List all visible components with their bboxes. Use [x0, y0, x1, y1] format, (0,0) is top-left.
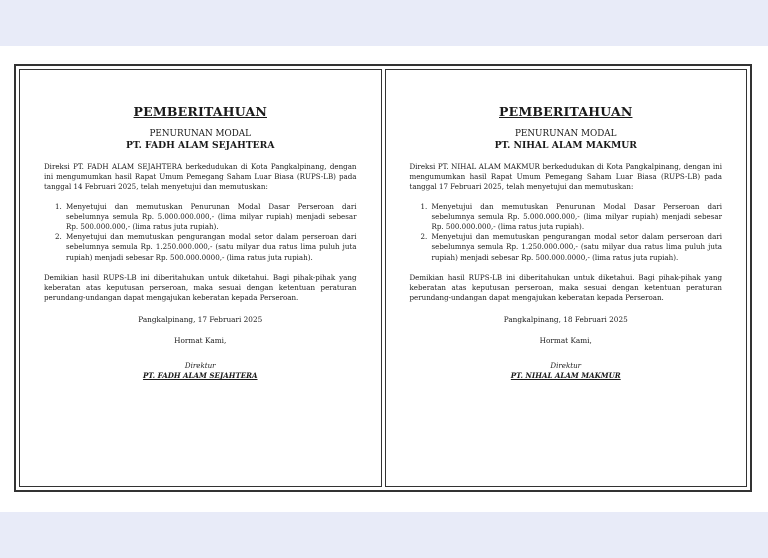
notice-subtitle: PENURUNAN MODAL: [149, 129, 251, 139]
decision-item: 1. Menyetujui dan memutuskan Penurunan Modal Dasar Perseroan dari sebelumnya semula Rp. 5.000.000.000,- (lima milyar rupiah) menjadi sebesar Rp. 500.000.000,- (lima ratus juta rupiah).: [430, 202, 723, 233]
notice-heading: PEMBERITAHUAN: [133, 104, 267, 119]
place-date: Pangkalpinang, 17 Februari 2025: [138, 315, 263, 325]
notice-subtitle: PENURUNAN MODAL: [515, 129, 617, 139]
signatory-company: PT. FADH ALAM SEJAHTERA: [142, 371, 258, 381]
decision-list: [410, 202, 723, 263]
place-date: Pangkalpinang, 18 Februari 2025: [503, 315, 628, 325]
notice-closing: Demikian hasil RUPS-LB ini diberitahukan untuk diketahui. Bagi pihak-pihak yang keberatan atas keputusan perseroan, maka sesuai dengan ketentuan peraturan perundang-undangan dapat mengajukan keberatan kepada Perseroan.: [44, 272, 357, 303]
notice-closing: Demikian hasil RUPS-LB ini diberitahukan untuk diketahui. Bagi pihak-pihak yang keberatan atas keputusan perseroan, maka sesuai dengan ketentuan peraturan perundang-undangan dapat mengajukan keberatan kepada Perseroan.: [409, 272, 722, 303]
top-band: [0, 0, 768, 46]
decision-item: 1. Menyetujui dan memutuskan Penurunan Modal Dasar Perseroan dari sebelumnya semula Rp. 5.000.000.000,- (lima milyar rupiah) menjadi sebesar Rp. 500.000.000,- (lima ratus juta rupiah).: [64, 202, 357, 233]
signatory-company: PT. NIHAL ALAM MAKMUR: [510, 371, 621, 381]
notice-intro: Direksi PT. NIHAL ALAM MAKMUR berkedudukan di Kota Pangkalpinang, dengan ini mengumumkan hasil Rapat Umum Pemegang Saham Luar Biasa (RUPS-LB) pada tanggal 17 Februari 2025, telah menyetujui dan memutuskan:: [409, 162, 722, 192]
company-name: PT. FADH ALAM SEJAHTERA: [126, 140, 275, 151]
signatory-role: Direktur: [550, 361, 582, 371]
notice-panel-right: [385, 69, 748, 487]
notice-frame: [14, 64, 752, 492]
regards: Hormat Kami,: [539, 336, 592, 346]
company-name: PT. NIHAL ALAM MAKMUR: [494, 140, 637, 151]
signatory-role: Direktur: [184, 361, 216, 371]
decision-item: 2. Menyetujui dan memutuskan pengurangan modal setor dalam perseroan dari sebelumnya semula Rp. 1.250.000.000,- (satu milyar dua ratus lima puluh juta rupiah) menjadi sebesar Rp. 500.000.0000,- (lima ratus juta rupiah).: [430, 232, 723, 263]
notice-panel-left: [19, 69, 382, 487]
decision-list: [44, 202, 357, 263]
notice-heading: PEMBERITAHUAN: [499, 104, 633, 119]
decision-item: 2. Menyetujui dan memutuskan pengurangan modal setor dalam perseroan dari sebelumnya semula Rp. 1.250.000.000,- (satu milyar dua ratus lima puluh juta rupiah) menjadi sebesar Rp. 500.000.0000,- (lima ratus juta rupiah).: [64, 232, 357, 263]
notice-intro: Direksi PT. FADH ALAM SEJAHTERA berkedudukan di Kota Pangkalpinang, dengan ini mengumumkan hasil Rapat Umum Pemegang Saham Luar Biasa (RUPS-LB) pada tanggal 14 Februari 2025, telah menyetujui dan memutuskan:: [44, 162, 357, 192]
bottom-band: [0, 512, 768, 558]
regards: Hormat Kami,: [174, 336, 227, 346]
